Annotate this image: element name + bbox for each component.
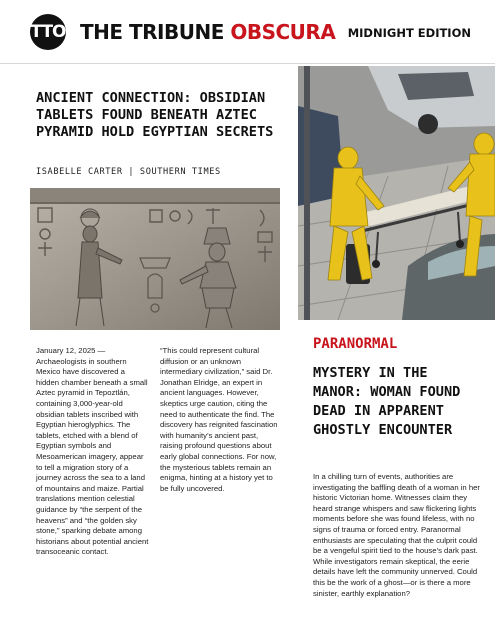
lead-headline[interactable]: ANCIENT CONNECTION: OBSIDIAN TABLETS FOUND BENEATH AZTEC PYRAMID HOLD EGYPTIAN SECRETS [36, 90, 274, 140]
lead-body-column-1: January 12, 2025 — Archaeologists in southern Mexico have discovered a hidden chamber beneath a small Aztec pyramid in Tepoztlán, containing 3,000-year-old obsidian tablets inscribed with Egyptian hieroglyphics. The tablets, etched with a blend of Egyptian symbols and Mesoamerican imagery, appear to tell a migration story of a journey across the sea to a land of mountains and maize. Partial translations mention celestial guidance by “the serpent of the heavens” and “the golden sky stone,” sparking debate among historians about potential ancient transoceanic contact. [36, 346, 149, 557]
lead-body-column-2: “This could represent cultural diffusion or an unknown intermediary civilization,” said Dr. Jonathan Elridge, an expert in ancient languages. However, skeptics urge caution, citing the need to authenticate the find. The discovery has reignited fascination with humanity’s ancient past, raising profound questions about early global connections. For now, the mysterious tablets remain an enigma, hinting at a history yet to be fully uncovered. [160, 346, 278, 493]
brand-primary: THE TRIBUNE [80, 20, 224, 44]
hazmat-scene-illustration [298, 66, 495, 320]
publication-title[interactable] [80, 20, 335, 44]
section-tag-paranormal[interactable]: PARANORMAL [313, 336, 398, 352]
masthead [0, 0, 495, 64]
side-body: In a chilling turn of events, authorities are investigating the baffling death of a woman in her historic Victorian home. Witnesses claim they heard strange whispers and saw flickering lights moments before she was found lifeless, with no signs of trauma or forced entry. Paranormal enthusiasts are speculating that the culprit could be a vengeful spirit tied to the house’s dark past. While investigators remain skeptical, the eerie details have left the community unnerved. Could this be the work of a ghost—or is there a more sinister, earthly explanation? [313, 472, 480, 598]
edition-label: MIDNIGHT EDITION [347, 26, 471, 40]
hazmat-crew-photo [298, 66, 495, 320]
tto-logo-icon[interactable]: TTO [30, 14, 66, 50]
lead-byline: ISABELLE CARTER | SOUTHERN TIMES [36, 167, 221, 177]
egyptian-relief-illustration [30, 188, 280, 330]
brand-accent: OBSCURA [230, 20, 336, 44]
hieroglyph-relief-photo [30, 188, 280, 330]
side-headline[interactable]: MYSTERY IN THE MANOR: WOMAN FOUND DEAD IN APPARENT GHOSTLY ENCOUNTER [313, 365, 461, 438]
